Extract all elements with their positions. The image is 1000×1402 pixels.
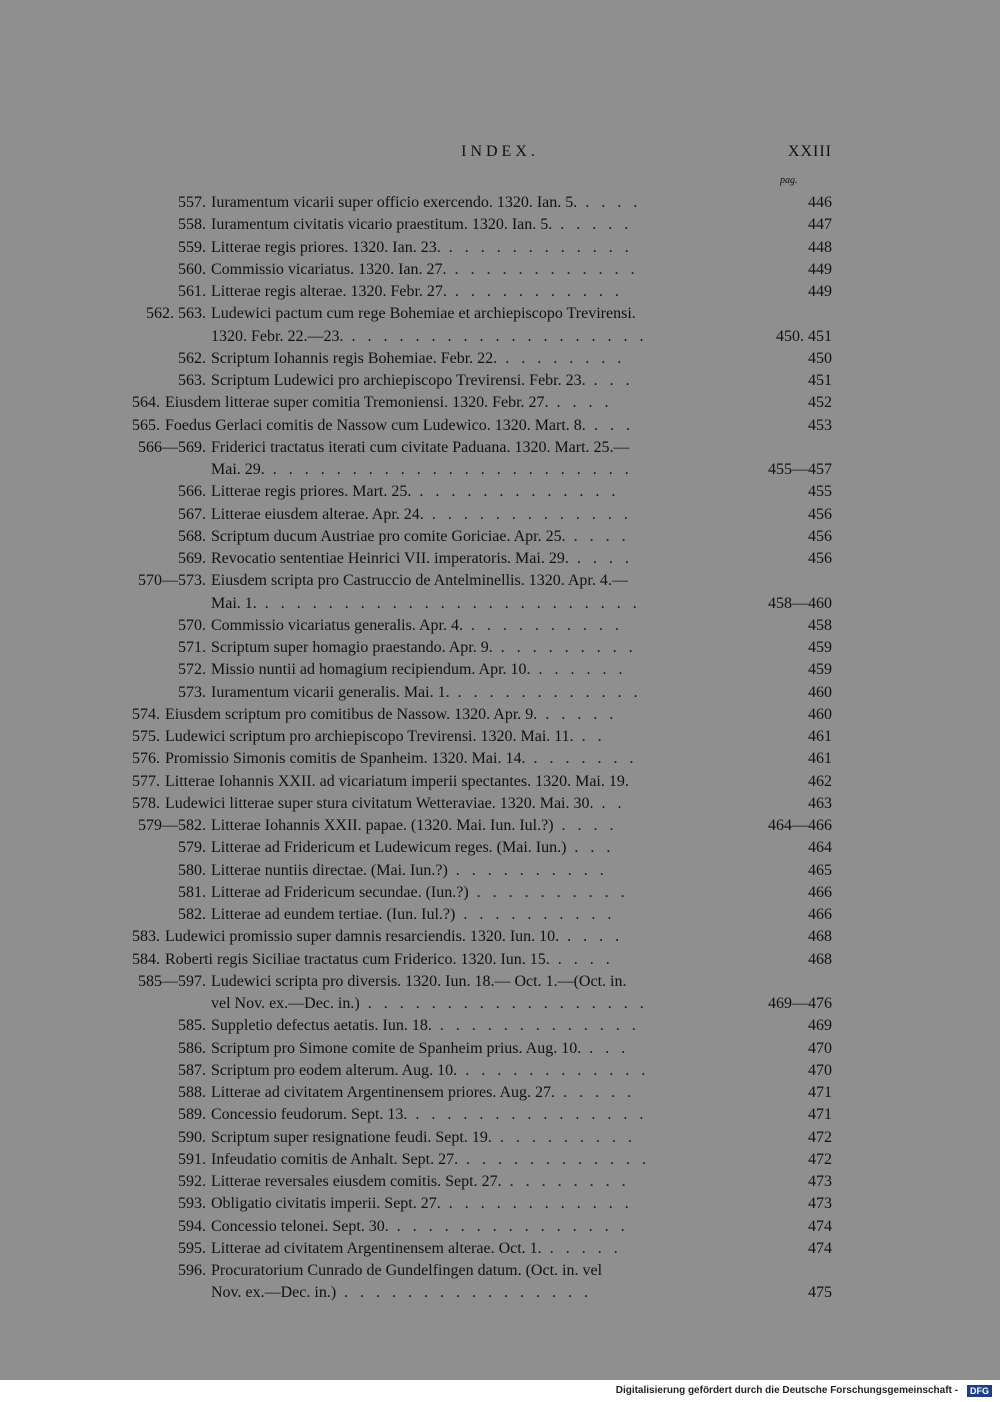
entry-number: 585—597.: [138, 972, 206, 990]
index-line: [0, 437, 1000, 459]
entry-number: 565.: [132, 416, 160, 434]
index-line: [0, 481, 1000, 503]
leader-dots: . . . .: [553, 817, 618, 834]
entry-number: 562. 563.: [146, 305, 206, 323]
page-reference: 470: [808, 1061, 832, 1079]
entry-title: Infeudatio comitis de Anhalt. Sept. 27.: [211, 1150, 459, 1168]
index-line: [0, 771, 1000, 793]
page-reference: 471: [808, 1084, 832, 1101]
entry-title: Litterae eiusdem alterae. Apr. 24.: [211, 505, 424, 523]
index-line: [0, 214, 1000, 236]
index-line: [0, 682, 1000, 704]
leader-dots: . . . . . . . . . . . . .: [431, 1017, 640, 1035]
entry-title: Litterae ad civitatem Argentinensem alterae. Oct. 1.: [211, 1239, 542, 1257]
page-reference: 455—457: [768, 461, 832, 478]
page-reference: 447: [808, 216, 832, 234]
index-line: [0, 615, 1000, 637]
index-line: [0, 192, 1000, 214]
index-line: [0, 1193, 1000, 1215]
leader-dots: . . . . . . . . . . . . . . . .: [336, 1284, 593, 1302]
leader-dots: . . . . . . .: [525, 750, 638, 768]
leader-dots: . . .: [566, 839, 615, 857]
entry-title: Scriptum pro eodem alterum. Aug. 10.: [211, 1061, 458, 1079]
index-line: [0, 926, 1000, 948]
entry-number: 558.: [178, 216, 206, 234]
index-line: [0, 281, 1000, 303]
leader-dots: . . . . . . . . .: [491, 1128, 636, 1146]
leader-dots: . . . . . . . . . . . . . . .: [407, 1106, 648, 1124]
page-reference: 473: [808, 1173, 832, 1190]
entry-text: [211, 659, 627, 681]
entry-text: [211, 815, 618, 837]
entry-title: Procuratorium Cunrado de Gundelfingen datum. (Oct. in. vel: [211, 1262, 603, 1279]
entry-title: Ludewici scripta pro diversis. 1320. Iun. 18.— Oct. 1.—(Oct. in.: [211, 972, 627, 990]
entry-title: Roberti regis Siciliae tractatus cum Friderico. 1320. Iun. 15.: [165, 950, 550, 968]
index-line: [0, 1127, 1000, 1149]
page-reference: 456: [808, 550, 832, 567]
index-line: [0, 593, 1000, 615]
page-reference: 458—460: [768, 594, 832, 612]
page-reference: 471: [808, 1106, 832, 1124]
index-line: [0, 726, 1000, 748]
page-reference: 460: [808, 705, 832, 723]
index-line: [0, 1149, 1000, 1171]
entry-title: Scriptum Iohannis regis Bohemiae. Febr. 22.: [211, 349, 498, 367]
entry-text: [211, 303, 636, 325]
entry-number: 566.: [178, 483, 206, 501]
entry-number: 590.: [178, 1128, 206, 1146]
index-line: [0, 659, 1000, 681]
leader-dots: . . . . .: [537, 705, 618, 723]
entry-text: [211, 993, 648, 1015]
leader-dots: . . . . . . . . . .: [447, 861, 608, 879]
index-line: [0, 259, 1000, 281]
entry-title: Concessio telonei. Sept. 30.: [211, 1217, 389, 1235]
entry-title: Revocatio sententiae Heinrici VII. imperatoris. Mai. 29.: [211, 550, 569, 567]
leader-dots: . . . . . . . . . . . .: [440, 238, 633, 256]
page-reference: 456: [808, 527, 832, 545]
entry-text: [211, 348, 625, 370]
entry-title: Ludewici litterae super stura civitatum Wetteraviae. 1320. Mai. 30.: [165, 794, 594, 812]
leader-dots: . . .: [585, 416, 634, 434]
index-line: [0, 882, 1000, 904]
leader-dots: . . . . . . . . . . . . . . .: [388, 1217, 629, 1235]
page-reference: 475: [808, 1284, 832, 1302]
leader-dots: . . . . .: [555, 1084, 636, 1101]
page-reference: 470: [808, 1039, 832, 1057]
page-reference: 456: [808, 505, 832, 523]
entry-text: [211, 259, 639, 281]
entry-number: 591.: [178, 1150, 206, 1168]
entry-title: Litterae regis alterae. 1320. Febr. 27.: [211, 283, 447, 300]
leader-dots: . . . . . . . . . . . .: [458, 1150, 651, 1168]
leader-dots: . .: [593, 794, 626, 812]
entry-title: Promissio Simonis comitis de Spanheim. 1320. Mai. 14.: [165, 750, 526, 768]
entry-title: Litterae regis priores. 1320. Ian. 23.: [211, 238, 441, 256]
entry-title: Commissio vicariatus. 1320. Ian. 27.: [211, 260, 447, 278]
entry-text: [211, 1193, 633, 1215]
entry-title: Missio nuntii ad homagium recipiendum. Apr. 10.: [211, 661, 531, 679]
leader-dots: . . . . . . . . . . . . .: [423, 505, 632, 523]
entry-title: Commissio vicariatus generalis. Apr. 4.: [211, 616, 463, 634]
entry-number: 581.: [178, 883, 206, 901]
index-line: [0, 570, 1000, 592]
entry-title: Litterae ad civitatem Argentinensem priores. Aug. 27.: [211, 1084, 556, 1101]
entry-title: Litterae Iohannis XXII. papae. (1320. Mai. Iun. Iul.?): [211, 817, 554, 834]
page-reference: 465: [808, 861, 832, 879]
entry-number: 567.: [178, 505, 206, 523]
entry-text: [211, 1216, 629, 1238]
entry-number: 582.: [178, 906, 206, 923]
page-reference: 453: [808, 416, 832, 434]
entry-text: [165, 726, 606, 748]
entry-title: Litterae regis priores. Mart. 25.: [211, 483, 412, 501]
entry-title: Eiusdem scripta pro Castruccio de Antelminellis. 1320. Apr. 4.—: [211, 572, 628, 590]
entry-number: 569.: [178, 550, 206, 567]
entry-text: [211, 370, 634, 392]
entry-text: [211, 526, 630, 548]
entry-number: 576.: [132, 750, 160, 768]
page-reference: 455: [808, 483, 832, 501]
entry-title: Eiusdem litterae super comitia Tremoniensi. 1320. Febr. 27.: [165, 394, 549, 412]
index-line: [0, 904, 1000, 926]
page-reference: 461: [808, 728, 832, 745]
leader-dots: . . . . .: [541, 1239, 622, 1257]
index-line: [0, 392, 1000, 414]
entry-text: [211, 1238, 622, 1260]
entry-title: Scriptum ducum Austriae pro comite Goriciae. Apr. 25.: [211, 527, 566, 545]
entry-number: 586.: [178, 1039, 206, 1057]
entry-title: Ludewici pactum cum rege Bohemiae et archiepiscopo Trevirensi.: [211, 305, 636, 323]
entry-number: 562.: [178, 349, 206, 367]
entry-number: 589.: [178, 1106, 206, 1124]
entry-text: [211, 904, 615, 926]
leader-dots: . . . .: [568, 550, 633, 567]
leader-dots: . . . . . . . . .: [492, 639, 637, 656]
page-reference: 452: [808, 394, 832, 412]
leader-dots: . . . . . .: [530, 661, 627, 679]
page-reference: 449: [808, 283, 832, 300]
entry-number: 575.: [132, 728, 160, 745]
index-line: [0, 348, 1000, 370]
entry-number: 595.: [178, 1239, 206, 1257]
page-reference: 450. 451: [776, 327, 832, 345]
footer-bar: [0, 1380, 1000, 1402]
entry-number: 563.: [178, 372, 206, 389]
index-line: [0, 637, 1000, 659]
entry-text: [211, 214, 632, 236]
entry-number: 571.: [178, 639, 206, 656]
page-reference: 468: [808, 950, 832, 968]
leader-dots: . . . . . . . . . . . . . . . . . . . . . . .: [264, 461, 633, 478]
entry-text: [165, 704, 617, 726]
entry-title: 1320. Febr. 22.—23.: [211, 327, 344, 345]
entry-text: [211, 1149, 650, 1171]
entry-text: [211, 1082, 635, 1104]
entry-number: 579—582.: [138, 817, 206, 834]
entry-number: 564.: [132, 394, 160, 412]
page-reference: 459: [808, 661, 832, 679]
leader-dots: . . . . . . . . . . . . . . . . . . .: [343, 327, 648, 345]
entry-number: 579.: [178, 839, 206, 857]
entry-text: [211, 281, 623, 303]
entry-number: 577.: [132, 772, 160, 790]
leader-dots: . . . . . . . . . .: [462, 616, 623, 634]
page-reference: 446: [808, 194, 832, 211]
entry-title: Mai. 1.: [211, 594, 257, 612]
entry-title: Friderici tractatus iterati cum civitate Paduana. 1320. Mart. 25.—: [211, 438, 630, 456]
entry-title: Scriptum super homagio praestando. Apr. 9.: [211, 639, 493, 656]
index-line: [0, 459, 1000, 481]
page-column-label: pag.: [780, 175, 798, 186]
page-reference: 472: [808, 1150, 832, 1168]
leader-dots: . . . .: [549, 950, 614, 968]
entry-title: Iuramentum vicarii generalis. Mai. 1.: [211, 683, 450, 701]
entry-title: Concessio feudorum. Sept. 13.: [211, 1106, 408, 1124]
index-line: [0, 1282, 1000, 1304]
entry-number: 570.: [178, 616, 206, 634]
leader-dots: . . . . . . . . . . . .: [446, 260, 639, 278]
index-line: [0, 748, 1000, 770]
entry-text: [165, 415, 634, 437]
entry-title: Mai. 29.: [211, 461, 265, 478]
entry-number: 566—569.: [138, 438, 206, 456]
entry-number: 593.: [178, 1195, 206, 1213]
page-number: XXIII: [787, 143, 832, 160]
entry-text: [211, 882, 629, 904]
leader-dots: . . . . . . . . . .: [455, 906, 616, 923]
leader-dots: . . . . . . . . . . . . . . . . . . . . . . . .: [256, 594, 641, 612]
index-line: [0, 704, 1000, 726]
entry-text: [165, 392, 613, 414]
entry-number: 572.: [178, 661, 206, 679]
leader-dots: . . . . . . . . . .: [468, 883, 629, 901]
leader-dots: . . . . .: [552, 216, 633, 234]
entry-number: 560.: [178, 260, 206, 278]
page-reference: 469: [808, 1017, 832, 1035]
leader-dots: . . .: [585, 372, 634, 389]
entry-number: 583.: [132, 928, 160, 946]
leader-dots: . . . . . . . .: [501, 1173, 630, 1190]
page-reference: 474: [808, 1239, 832, 1257]
entry-text: [211, 637, 637, 659]
entry-number: 573.: [178, 683, 206, 701]
entry-text: [211, 1260, 602, 1282]
leader-dots: . . . .: [565, 527, 630, 545]
entry-number: 585.: [178, 1017, 206, 1035]
page-reference: 460: [808, 683, 832, 701]
index-line: [0, 1082, 1000, 1104]
entry-number: 557.: [178, 194, 206, 211]
leader-dots: . . . . . . . . . . . .: [457, 1061, 650, 1079]
entry-text: [211, 593, 641, 615]
entry-text: [211, 1015, 640, 1037]
page-reference: 462: [808, 772, 832, 790]
entry-text: [211, 459, 633, 481]
entry-number: 578.: [132, 794, 160, 812]
leader-dots: . . . .: [577, 194, 642, 211]
index-line: [0, 793, 1000, 815]
page-reference: 449: [808, 260, 832, 278]
entry-number: 587.: [178, 1061, 206, 1079]
entry-number: 580.: [178, 861, 206, 879]
entry-title: Litterae ad eundem tertiae. (Iun. Iul.?): [211, 906, 456, 923]
entry-text: [211, 504, 632, 526]
leader-dots: . . . . . . . . . . . . .: [411, 483, 620, 501]
entry-text: [211, 615, 623, 637]
entry-number: 588.: [178, 1084, 206, 1101]
page-reference: 474: [808, 1217, 832, 1235]
entry-title: Obligatio civitatis imperii. Sept. 27.: [211, 1195, 441, 1213]
index-line: [0, 1060, 1000, 1082]
page-reference: 469—476: [768, 995, 832, 1012]
entry-text: [211, 548, 633, 570]
entry-text: [211, 326, 647, 348]
entry-title: Litterae Iohannis XXII. ad vicariatum imperii spectantes. 1320. Mai. 19.: [165, 772, 629, 790]
entry-number: 594.: [178, 1217, 206, 1235]
entry-text: [211, 1171, 630, 1193]
leader-dots: . . . . . . . . . . . . . . . . . .: [359, 995, 648, 1012]
page-reference: 450: [808, 349, 832, 367]
index-line: [0, 1238, 1000, 1260]
index-line: [0, 303, 1000, 325]
entry-text: [211, 1038, 629, 1060]
page-reference: 451: [808, 372, 832, 389]
entry-text: [211, 437, 630, 459]
entry-title: Nov. ex.—Dec. in.): [211, 1284, 337, 1302]
index-line: [0, 860, 1000, 882]
entry-title: Litterae reversales eiusdem comitis. Sept. 27.: [211, 1173, 502, 1190]
entry-title: Ludewici scriptum pro archiepiscopo Trevirensi. 1320. Mai. 11.: [165, 728, 574, 745]
leader-dots: . . . .: [548, 394, 613, 412]
entry-text: [165, 793, 626, 815]
page-reference: 466: [808, 883, 832, 901]
entry-title: Litterae ad Fridericum secundae. (Iun.?): [211, 883, 469, 901]
index-line: [0, 837, 1000, 859]
entry-number: 574.: [132, 705, 160, 723]
entry-title: Litterae nuntiis directae. (Mai. Iun.?): [211, 861, 448, 879]
entry-title: Scriptum super resignatione feudi. Sept. 19.: [211, 1128, 492, 1146]
entry-title: Eiusdem scriptum pro comitibus de Nassow. 1320. Apr. 9.: [165, 705, 538, 723]
index-line: [0, 415, 1000, 437]
entry-text: [211, 192, 641, 214]
entry-title: Litterae ad Fridericum et Ludewicum reges. (Mai. Iun.): [211, 839, 567, 857]
leader-dots: . . . . . . . .: [497, 349, 626, 367]
page-reference: 464—466: [768, 817, 832, 834]
entry-text: [211, 1104, 647, 1126]
leader-dots: . . . .: [559, 928, 624, 946]
entry-text: [211, 837, 614, 859]
page-reference: 458: [808, 616, 832, 634]
entry-text: [211, 570, 628, 592]
index-line: [0, 949, 1000, 971]
entry-number: 568.: [178, 527, 206, 545]
entry-text: [211, 971, 626, 993]
index-line: [0, 504, 1000, 526]
index-line: [0, 1015, 1000, 1037]
index-line: [0, 1260, 1000, 1282]
entry-text: [165, 926, 623, 948]
page-reference: 459: [808, 639, 832, 656]
index-line: [0, 237, 1000, 259]
entry-text: [165, 949, 614, 971]
running-title: INDEX.: [461, 143, 539, 160]
entry-text: [211, 237, 633, 259]
entry-title: Foedus Gerlaci comitis de Nassow cum Ludewico. 1320. Mart. 8.: [165, 416, 586, 434]
page-reference: 472: [808, 1128, 832, 1146]
entry-title: Suppletio defectus aetatis. Iun. 18.: [211, 1017, 432, 1035]
entry-number: 584.: [132, 950, 160, 968]
index-line: [0, 526, 1000, 548]
index-line: [0, 1038, 1000, 1060]
entry-number: 592.: [178, 1173, 206, 1190]
entry-number: 561.: [178, 283, 206, 300]
page-reference: 466: [808, 906, 832, 923]
funding-note: Digitalisierung gefördert durch die Deutsche Forschungsgemeinschaft -: [615, 1385, 958, 1396]
index-line: [0, 326, 1000, 348]
page-reference: 463: [808, 794, 832, 812]
leader-dots: . . . . . . . . . . . .: [440, 1195, 633, 1213]
index-line: [0, 815, 1000, 837]
entry-title: Iuramentum vicarii super officio exercendo. 1320. Ian. 5.: [211, 194, 578, 211]
page-reference: 468: [808, 928, 832, 946]
page-reference: 473: [808, 1195, 832, 1213]
entry-title: vel Nov. ex.—Dec. in.): [211, 995, 360, 1012]
entry-text: [165, 748, 637, 770]
entry-title: Iuramentum civitatis vicario praestitum. 1320. Ian. 5.: [211, 216, 553, 234]
entry-text: [211, 860, 608, 882]
index-line: [0, 1171, 1000, 1193]
page-reference: 448: [808, 238, 832, 256]
index-line: [0, 370, 1000, 392]
index-line: [0, 1104, 1000, 1126]
entry-text: [211, 1060, 649, 1082]
entry-title: Scriptum Ludewici pro archiepiscopo Trevirensi. Febr. 23.: [211, 372, 586, 389]
index-line: [0, 548, 1000, 570]
leader-dots: . . . . . . . . . . .: [446, 283, 623, 300]
entry-number: 596.: [178, 1262, 206, 1279]
entry-title: Ludewici promissio super damnis resarciendis. 1320. Iun. 10.: [165, 928, 560, 946]
entry-number: 570—573.: [138, 572, 206, 590]
index-line: [0, 971, 1000, 993]
page-reference: 461: [808, 750, 832, 768]
entry-title: Scriptum pro Simone comite de Spanheim prius. Aug. 10.: [211, 1039, 582, 1057]
leader-dots: . . . . . . . . . . . .: [449, 683, 642, 701]
leader-dots: . .: [573, 728, 606, 745]
entry-text: [211, 1127, 636, 1149]
leader-dots: . . .: [581, 1039, 630, 1057]
index-line: [0, 993, 1000, 1015]
entry-number: 559.: [178, 238, 206, 256]
entry-text: [165, 771, 629, 793]
dfg-logo: DFG: [967, 1385, 992, 1397]
index-line: [0, 1216, 1000, 1238]
entry-text: [211, 682, 642, 704]
entry-text: [211, 481, 619, 503]
entry-text: [211, 1282, 592, 1304]
page-reference: 464: [808, 839, 832, 857]
